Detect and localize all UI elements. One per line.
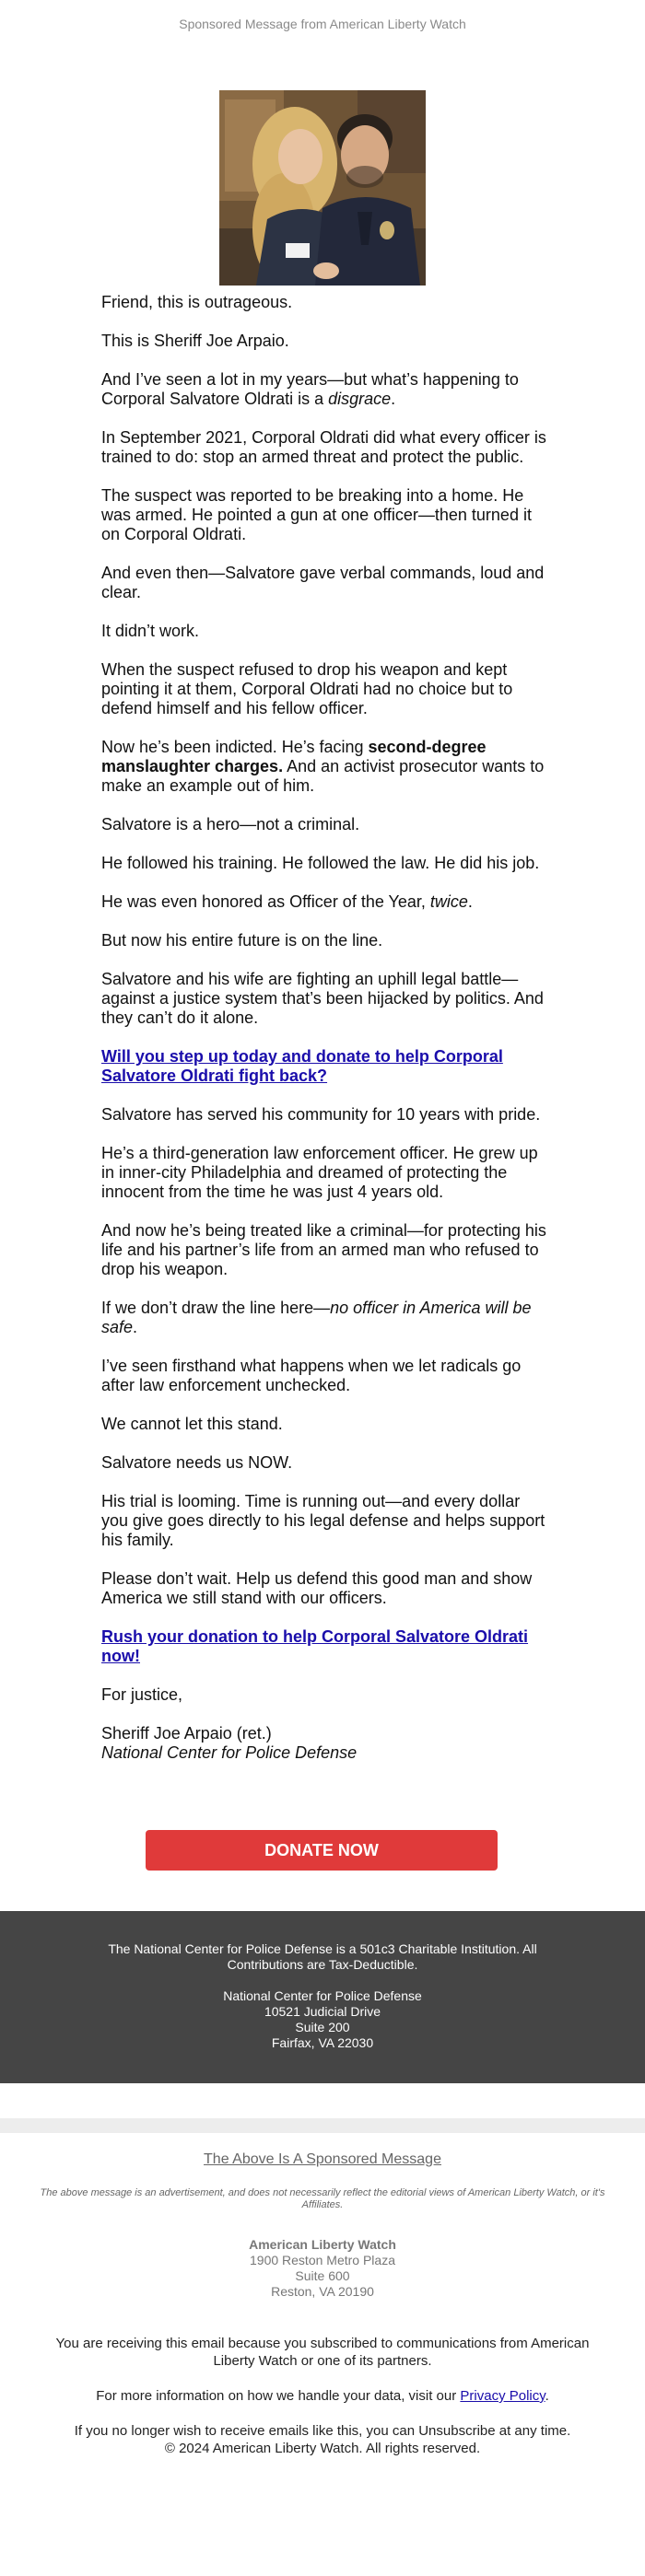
paragraph: He was even honored as Officer of the Year, twice. [101,892,473,911]
privacy-policy-link[interactable]: Privacy Policy [460,2388,545,2404]
signature [101,1724,548,1763]
paragraph: We cannot let this stand. [101,1415,283,1433]
paragraph: If we don’t draw the line here—no officer in America will be safe. [101,1299,532,1336]
footer-org-name: National Center for Police Defense [223,1988,422,2003]
divider-band [0,2118,645,2133]
donate-link-paragraph [101,1627,548,1666]
publisher-address [0,2237,645,2300]
message-body [101,293,548,1763]
paragraph: Please don’t wait. Help us defend this good man and show America we still stand with our officers. [101,1569,533,1607]
unsubscribe-notice: If you no longer wish to receive emails like this, you can Unsubscribe at any time. [74,2423,571,2439]
donate-link-step-up[interactable]: Will you step up today and donate to help Corporal Salvatore Oldrati fight back? [101,1047,503,1085]
publisher-city: Reston, VA 20190 [271,2284,374,2299]
paragraph: When the suspect refused to drop his weapon and kept pointing it at them, Corporal Oldrati had no choice but to defend himself and his fellow officer. [101,660,513,717]
footer-suite: Suite 200 [295,2020,350,2034]
paragraph: Salvatore has served his community for 10 years with pride. [101,1105,541,1124]
paragraph: In September 2021, Corporal Oldrati did what every officer is trained to do: stop an armed threat and protect the public. [101,428,546,466]
footer-city: Fairfax, VA 22030 [271,2035,374,2050]
sponsored-label: Sponsored Message from American Liberty Watch [179,17,466,31]
advertisement-disclaimer: The above message is an advertisement, and does not necessarily reflect the editorial views of American Liberty Watch, or it's Affiliates. [40,2187,605,2210]
paragraph: Salvatore is a hero—not a criminal. [101,815,360,833]
publisher-suite: Suite 600 [295,2268,350,2283]
donate-link-paragraph [101,1047,548,1086]
signature-org: National Center for Police Defense [101,1743,358,1762]
paragraph: Now he’s been indicted. He’s facing second-degree manslaughter charges. And an activist prosecutor wants to make an example out of him. [101,738,545,795]
paragraph: And I’ve seen a lot in my years—but what’s happening to Corporal Salvatore Oldrati is a disgrace. [101,370,519,408]
spacer [83,1973,562,1988]
signature-name: Sheriff Joe Arpaio (ret.) [101,1724,272,1743]
donate-now-button[interactable]: DONATE NOW [146,1830,498,1871]
paragraph: But now his entire future is on the line. [101,931,383,950]
couple-photo [219,90,426,286]
paragraph: And now he’s being treated like a criminal—for protecting his life and his partner’s life from an armed man who refused to drop his weapon. [101,1221,546,1278]
sponsor-footer [0,2151,645,2475]
publisher-street: 1900 Reston Metro Plaza [250,2253,395,2267]
paragraph: His trial is looming. Time is running out—and every dollar you give goes directly to his legal defense and helps support his family. [101,1492,545,1549]
greeting: Friend, this is outrageous. [101,293,293,311]
donate-button-container [146,1830,498,1871]
paragraph: Salvatore needs us NOW. [101,1453,293,1472]
subscription-notice: You are receiving this email because you subscribed to communications from American Liberty Watch or one of its partners. [55,2336,590,2369]
charity-statement: The National Center for Police Defense is a 501c3 Charitable Institution. All Contributions are Tax-Deductible. [108,1941,537,1972]
intro: This is Sheriff Joe Arpaio. [101,332,289,350]
paragraph: And even then—Salvatore gave verbal commands, loud and clear. [101,564,545,601]
paragraph: Salvatore and his wife are fighting an uphill legal battle—against a justice system that’s been hijacked by politics. And they can’t do it alone. [101,970,544,1027]
paragraph: I’ve seen firsthand what happens when we let radicals go after law enforcement unchecked. [101,1357,522,1394]
copyright: © 2024 American Liberty Watch. All rights reserved. [164,2441,481,2456]
sponsored-message-heading: The Above Is A Sponsored Message [204,2151,441,2167]
publisher-name: American Liberty Watch [249,2237,396,2252]
closing: For justice, [101,1685,183,1704]
footer-street: 10521 Judicial Drive [264,2004,381,2019]
donate-link-rush[interactable]: Rush your donation to help Corporal Salvatore Oldrati now! [101,1627,529,1665]
paragraph: He’s a third-generation law enforcement officer. He grew up in inner-city Philadelphia and dreamed of protecting the innocent from the time he was just 4 years old. [101,1144,538,1201]
charity-footer [0,1911,645,2083]
couple-photo-illustration [219,90,426,286]
paragraph: It didn’t work. [101,622,200,640]
legal-notices [0,2335,645,2457]
paragraph: The suspect was reported to be breaking into a home. He was armed. He pointed a gun at one officer—then turned it on Corporal Oldrati. [101,486,532,543]
paragraph: He followed his training. He followed the law. He did his job. [101,854,540,872]
privacy-notice: For more information on how we handle your data, visit our Privacy Policy. [96,2388,549,2404]
